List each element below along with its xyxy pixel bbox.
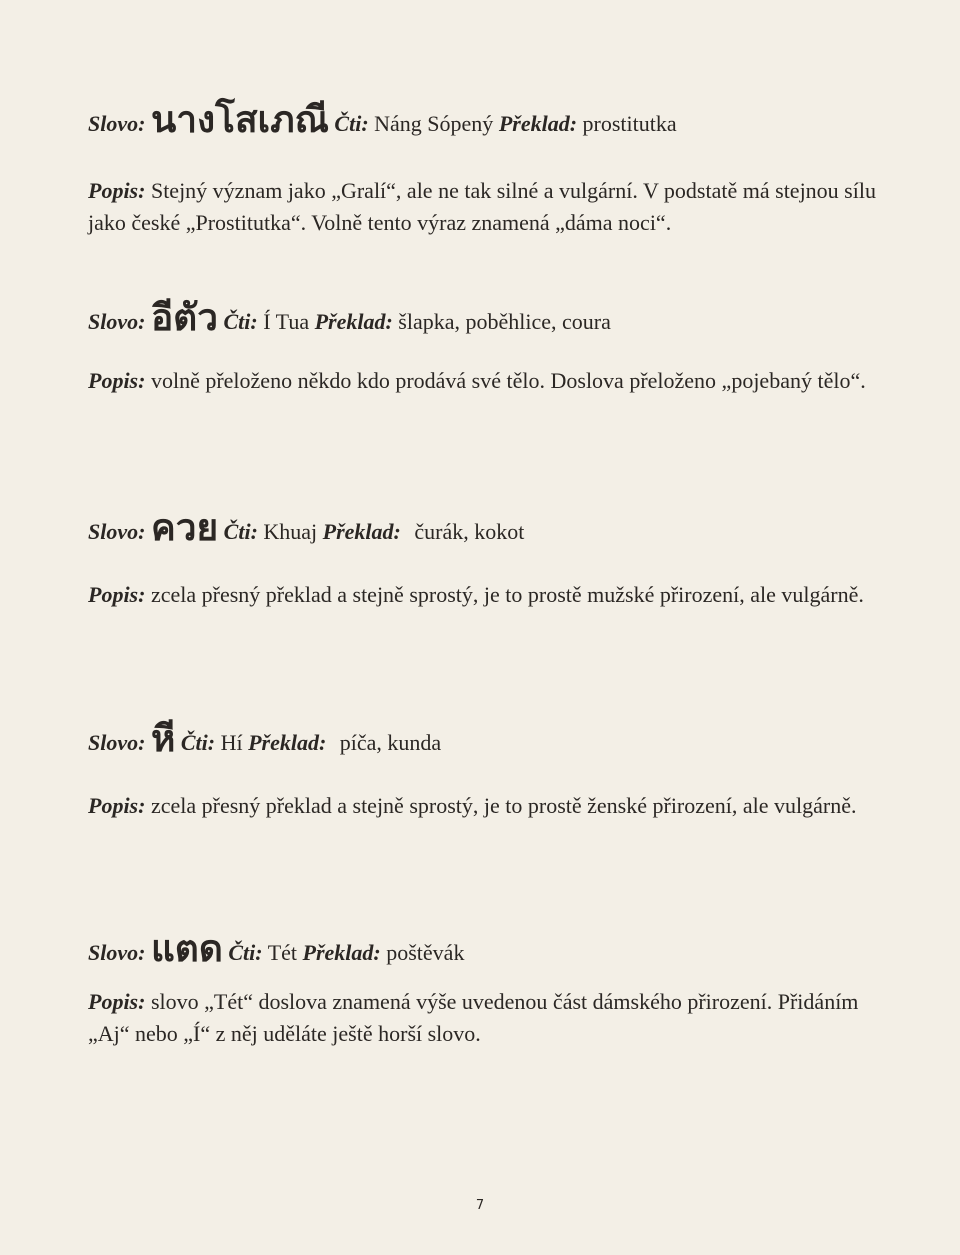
description-text: zcela přesný překlad a stejně sprostý, je to prostě mužské přirození, ale vulgárně. xyxy=(150,582,864,608)
description-text: slovo „Tét“ doslova znamená výše uvedenou část dámského přirození. Přidáním „Aj“ nebo „Í“ z něj uděláte ještě horší slovo. xyxy=(88,989,859,1047)
preklad-label: Překlad: xyxy=(302,940,381,965)
preklad-label: Překlad: xyxy=(498,111,578,136)
entry-description xyxy=(88,365,878,397)
slovo-label: Slovo: xyxy=(88,519,146,544)
translation: poštěvák xyxy=(386,940,465,965)
translation: prostitutka xyxy=(582,111,677,136)
entry-headline xyxy=(88,717,878,761)
entry xyxy=(88,717,878,822)
popis-label: Popis: xyxy=(88,989,146,1015)
cti-label: Čti: xyxy=(223,519,258,544)
entry-headline xyxy=(88,296,878,340)
translation: šlapka, poběhlice, coura xyxy=(398,309,611,334)
popis-label: Popis: xyxy=(88,178,146,204)
entry-description xyxy=(88,175,878,239)
preklad-label: Překlad: xyxy=(314,309,393,334)
slovo-label: Slovo: xyxy=(88,309,146,334)
entry xyxy=(88,296,878,397)
entry xyxy=(88,927,878,1050)
reading: Hí xyxy=(220,730,243,755)
cti-label: Čti: xyxy=(334,111,369,136)
entry-headline xyxy=(88,927,878,971)
entry-headline xyxy=(88,506,878,550)
thai-word: ควย xyxy=(150,506,219,549)
description-text: zcela přesný překlad a stejně sprostý, je to prostě ženské přirození, ale vulgárně. xyxy=(150,793,857,819)
entry-description xyxy=(88,790,878,822)
slovo-label: Slovo: xyxy=(88,940,146,965)
reading: Náng Sópený xyxy=(374,111,494,136)
entry xyxy=(88,98,878,239)
preklad-label: Překlad: xyxy=(322,519,401,544)
page-number: 7 xyxy=(475,1198,485,1213)
slovo-label: Slovo: xyxy=(88,730,146,755)
cti-label: Čti: xyxy=(180,730,216,755)
translation: čurák, kokot xyxy=(414,519,525,544)
popis-label: Popis: xyxy=(88,368,146,394)
reading: Tét xyxy=(267,940,298,965)
entry-description xyxy=(88,579,878,611)
entry-description xyxy=(88,986,878,1050)
popis-label: Popis: xyxy=(88,793,146,819)
description-text: volně přeloženo někdo kdo prodává své tělo. Doslova přeloženo „pojebaný tělo“. xyxy=(150,368,866,394)
thai-word: แตด xyxy=(150,927,223,970)
thai-word: นางโสเภณี xyxy=(150,98,329,141)
translation: píča, kunda xyxy=(339,730,442,755)
entry-headline xyxy=(88,98,878,142)
slovo-label: Slovo: xyxy=(88,111,146,136)
entry xyxy=(88,506,878,611)
cti-label: Čti: xyxy=(223,309,258,334)
reading: Khuaj xyxy=(263,519,318,544)
thai-word: หี xyxy=(150,717,176,760)
preklad-label: Překlad: xyxy=(248,730,327,755)
popis-label: Popis: xyxy=(88,582,146,608)
reading: Í Tua xyxy=(263,309,310,334)
description-text: Stejný význam jako „Gralí“, ale ne tak silné a vulgární. V podstatě má stejnou sílu jako české „Prostitutka“. Volně tento výraz znamená „dáma noci“. xyxy=(88,178,876,236)
thai-word: อีตัว xyxy=(150,296,218,339)
cti-label: Čti: xyxy=(228,940,263,965)
